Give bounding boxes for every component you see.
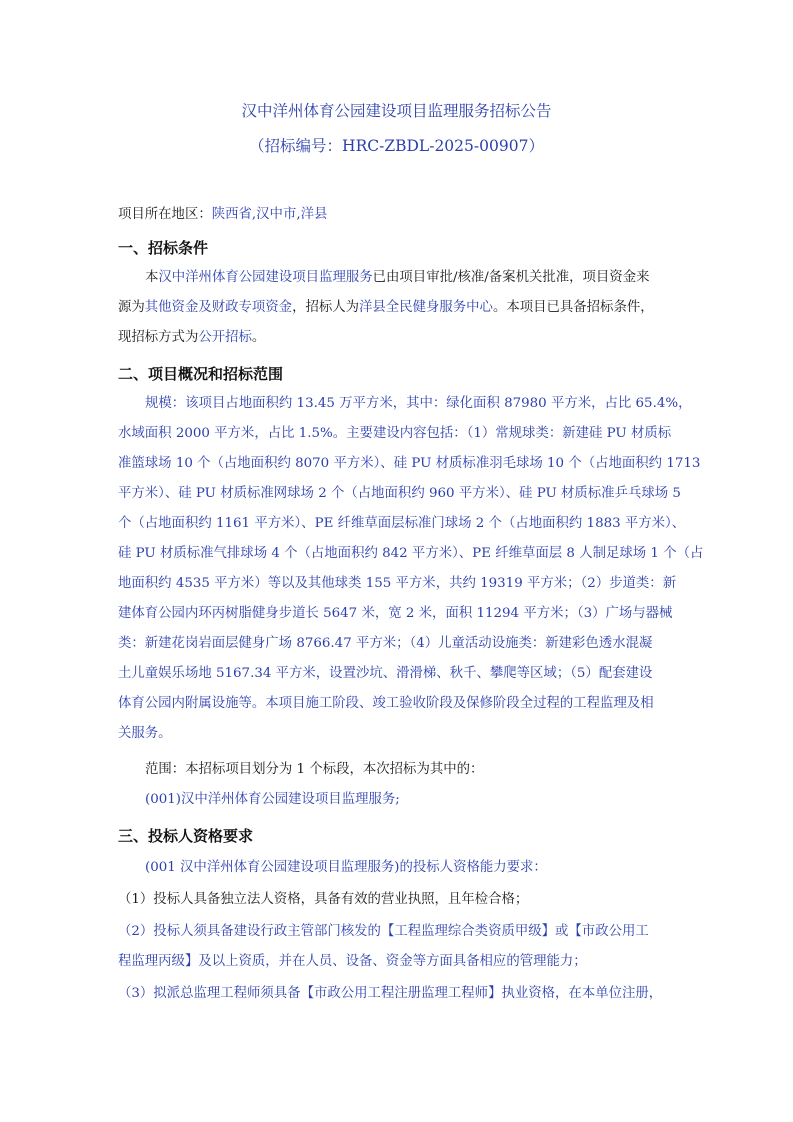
s2-line: 水域面积 2000 平方米，占比 1.5%。主要建设内容包括：（1）常规球类：新建硅 PU 材质标: [118, 426, 672, 441]
s2-line: 地面积约 4535 平方米）等以及其他球类 155 平方米，共约 19319 平方米；（2）步道类：新: [118, 576, 677, 591]
s1-line-3: [118, 328, 678, 348]
s2-line: 体育公园内附属设施等。本项目施工阶段、竣工验收阶段及保修阶段全过程的工程监理及相: [118, 696, 654, 711]
text-run: 。: [251, 330, 266, 345]
s2-line: 平方米）、硅 PU 材质标准网球场 2 个（占地面积约 960 平方米）、硅 PU 材质标准乒乓球场 5: [118, 486, 681, 501]
qualification-item: （2）投标人须具备建设行政主管部门核发的【工程监理综合类资质甲级】或【市政公用工: [118, 924, 649, 939]
document-title: 汉中洋州体育公园建设项目监理服务招标公告: [241, 102, 552, 120]
text-run: 已由项目审批/核准/备案机关批准，项目资金来: [372, 270, 650, 285]
s2-line: 类：新建花岗岩面层健身广场 8766.47 平方米；（4）儿童活动设施类：新建彩色透水混凝: [118, 636, 653, 651]
bid-number: （招标编号：HRC-ZBDL-2025-00907）: [249, 137, 544, 155]
text-run: 。本项目已具备招标条件，: [492, 300, 654, 315]
section-heading-2: 二、项目概况和招标范围: [118, 365, 284, 383]
s1-line-1: [145, 268, 678, 288]
fund-source: 其他资金及财政专项资金: [144, 300, 293, 315]
section-heading-3: 三、投标人资格要求: [118, 827, 254, 845]
s1-line-2: [118, 298, 678, 318]
region-label: 项目所在地区：: [118, 207, 212, 222]
text-run: 现招标方式为: [118, 330, 199, 345]
s2-line: 硅 PU 材质标准气排球场 4 个（占地面积约 842 平方米）、PE 纤维草面层 8 人制足球场 1 个（占: [118, 546, 704, 561]
qualification-item: 程监理丙级】及以上资质，并在人员、设备、资金等方面具备相应的管理能力；: [118, 954, 587, 969]
lot-item: (001)汉中洋州体育公园建设项目监理服务;: [145, 792, 400, 807]
project-name: 汉中洋州体育公园建设项目监理服务: [158, 270, 373, 285]
region-value: 陕西省,汉中市,洋县: [211, 207, 328, 222]
text-run: ，招标人为: [292, 300, 360, 315]
project-region: [118, 205, 678, 225]
qualification-item: （1）投标人具备独立法人资格，具备有效的营业执照，且年检合格；: [118, 892, 529, 907]
text-run: 本: [145, 270, 159, 285]
s2-line: 建体育公园内环丙树脂健身步道长 5647 米，宽 2 米，面积 11294 平方米；（3）广场与器械: [118, 606, 673, 621]
text-run: 源为: [118, 300, 145, 315]
scope-text: 范围：本招标项目划分为 1 个标段，本次招标为其中的：: [145, 762, 484, 777]
tenderer-name: 洋县全民健身服务中心: [359, 300, 493, 315]
s2-line: 关服务。: [118, 726, 172, 741]
s2-line: 个（占地面积约 1161 平方米）、PE 纤维草面层标准门球场 2 个（占地面积约 1883 平方米）、: [118, 516, 686, 531]
qualification-item: （3）拟派总监理工程师须具备【市政公用工程注册监理工程师】执业资格，在本单位注册，: [118, 986, 663, 1001]
section-heading-1: 一、招标条件: [118, 239, 209, 257]
s2-line: 土儿童娱乐场地 5167.34 平方米，设置沙坑、滑滑梯、秋千、攀爬等区域；（5）配套建设: [118, 666, 653, 681]
s2-line: 准篮球场 10 个（占地面积约 8070 平方米）、硅 PU 材质标准羽毛球场 10 个（占地面积约 1713: [118, 456, 701, 471]
qualification-intro: (001 汉中洋州体育公园建设项目监理服务)的投标人资格能力要求：: [145, 860, 547, 875]
s2-line: 规模：该项目占地面积约 13.45 万平方米，其中：绿化面积 87980 平方米，占比 65.4%，: [145, 396, 692, 411]
bid-method: 公开招标: [198, 330, 252, 345]
